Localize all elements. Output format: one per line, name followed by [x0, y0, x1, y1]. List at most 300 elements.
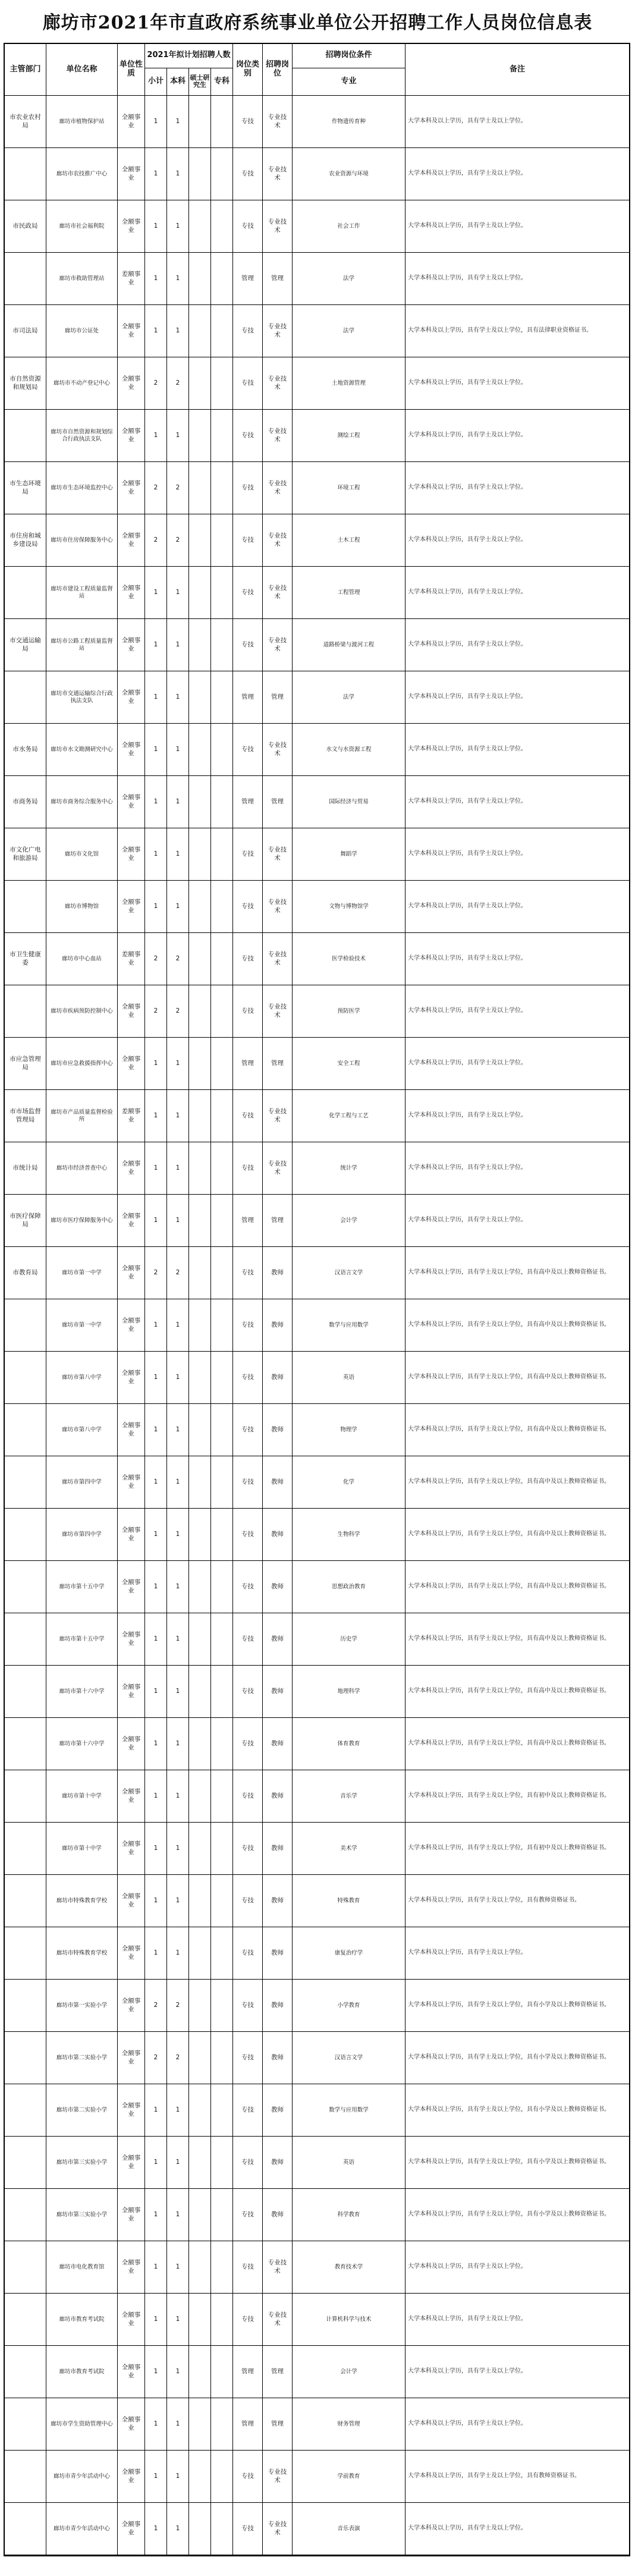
cell-remark: 大学本科及以上学历，具有学士及以上学位，具有初中及以上教师资格证书。 — [405, 1770, 629, 1823]
cell-level: 专业技术 — [263, 2503, 293, 2555]
cell-total: 1 — [145, 724, 167, 776]
cell-major: 计算机科学与技术 — [293, 2294, 405, 2346]
cell-degree: 2 — [167, 462, 189, 514]
cell-college — [211, 619, 233, 671]
cell-degree: 1 — [167, 1770, 189, 1823]
cell-total: 2 — [145, 357, 167, 410]
cell-master — [189, 2084, 211, 2137]
table-row — [5, 1299, 629, 1352]
cell-level: 管理 — [263, 253, 293, 305]
cell-unit: 廊坊市经济普查中心 — [46, 1142, 118, 1195]
cell-major: 生物科学 — [293, 1509, 405, 1561]
cell-level: 教师 — [263, 1875, 293, 1927]
cell-nature: 全额事业 — [118, 357, 145, 410]
cell-remark: 大学本科及以上学历，具有学士及以上学位，具有小学及以上教师资格证书。 — [405, 2084, 629, 2137]
table-row — [5, 671, 629, 724]
cell-unit: 廊坊市第十五中学 — [46, 1561, 118, 1613]
cell-major: 会计学 — [293, 1195, 405, 1247]
page-title: 廊坊市2021年市直政府系统事业单位公开招聘工作人员岗位信息表 — [42, 12, 593, 33]
cell-remark: 大学本科及以上学历，具有学士及以上学位。 — [405, 1927, 629, 1980]
header-remark: 备注 — [509, 64, 525, 74]
table-row — [5, 828, 629, 881]
header-major: 专业 — [341, 76, 357, 86]
cell-unit: 廊坊市第三实验小学 — [46, 2137, 118, 2189]
cell-level: 专业技术 — [263, 985, 293, 1038]
table-row — [5, 724, 629, 776]
cell-total: 1 — [145, 1142, 167, 1195]
cell-degree: 1 — [167, 96, 189, 148]
cell-degree: 2 — [167, 1247, 189, 1299]
cell-nature: 全额事业 — [118, 200, 145, 253]
cell-total: 1 — [145, 1090, 167, 1142]
cell-nature: 差额事业 — [118, 1090, 145, 1142]
cell-master — [189, 1927, 211, 1980]
cell-degree: 1 — [167, 881, 189, 933]
cell-nature: 全额事业 — [118, 462, 145, 514]
table-row — [5, 1823, 629, 1875]
cell-remark: 大学本科及以上学历，具有学士及以上学位，具有高中及以上教师资格证书。 — [405, 1299, 629, 1352]
cell-remark: 大学本科及以上学历，具有学士及以上学位。 — [405, 985, 629, 1038]
cell-unit: 廊坊市生态环境监控中心 — [46, 462, 118, 514]
cell-unit: 廊坊市学生资助管理中心 — [46, 2398, 118, 2451]
cell-degree: 1 — [167, 1875, 189, 1927]
cell-total: 1 — [145, 619, 167, 671]
header-req-title: 招聘岗位条件 — [293, 44, 405, 68]
cell-major: 国际经济与贸易 — [293, 776, 405, 828]
cell-major: 英语 — [293, 2137, 405, 2189]
cell-unit: 廊坊市教育考试院 — [46, 2294, 118, 2346]
cell-dept — [5, 148, 46, 200]
cell-master — [189, 1561, 211, 1613]
cell-nature: 全额事业 — [118, 1718, 145, 1770]
table-row — [5, 1770, 629, 1823]
table-row — [5, 2032, 629, 2084]
cell-college — [211, 514, 233, 567]
cell-degree: 1 — [167, 567, 189, 619]
cell-level: 教师 — [263, 2137, 293, 2189]
table-row — [5, 1718, 629, 1770]
cell-nature: 全额事业 — [118, 1299, 145, 1352]
cell-degree: 1 — [167, 2398, 189, 2451]
cell-remark: 大学本科及以上学历，具有学士及以上学位。 — [405, 462, 629, 514]
cell-type: 管理 — [233, 671, 263, 724]
cell-major: 美术学 — [293, 1823, 405, 1875]
table-row — [5, 1927, 629, 1980]
cell-dept: 市交通运输局 — [5, 619, 46, 671]
cell-nature: 全额事业 — [118, 1404, 145, 1456]
cell-major: 科学教育 — [293, 2189, 405, 2241]
cell-remark: 大学本科及以上学历，具有学士及以上学位，具有高中及以上教师资格证书。 — [405, 1352, 629, 1404]
cell-level: 专业技术 — [263, 724, 293, 776]
cell-type: 专技 — [233, 1090, 263, 1142]
cell-total: 1 — [145, 1613, 167, 1666]
cell-college — [211, 1718, 233, 1770]
table-row — [5, 933, 629, 985]
cell-degree: 1 — [167, 2294, 189, 2346]
cell-remark: 大学本科及以上学历，具有学士及以上学位，具有高中及以上教师资格证书。 — [405, 1666, 629, 1718]
cell-nature: 全额事业 — [118, 410, 145, 462]
cell-college — [211, 1509, 233, 1561]
cell-major: 化学工程与工艺 — [293, 1090, 405, 1142]
cell-total: 1 — [145, 881, 167, 933]
cell-unit: 廊坊市植物保护站 — [46, 96, 118, 148]
cell-nature: 全额事业 — [118, 1142, 145, 1195]
cell-total: 1 — [145, 828, 167, 881]
cell-nature: 全额事业 — [118, 1195, 145, 1247]
cell-total: 1 — [145, 1299, 167, 1352]
table-row — [5, 2084, 629, 2137]
cell-degree: 1 — [167, 148, 189, 200]
cell-remark: 大学本科及以上学历，具有学士及以上学位，具有高中及以上教师资格证书。 — [405, 1247, 629, 1299]
table-row — [5, 1247, 629, 1299]
cell-type: 专技 — [233, 1299, 263, 1352]
cell-total: 1 — [145, 200, 167, 253]
cell-college — [211, 1352, 233, 1404]
cell-type: 专技 — [233, 567, 263, 619]
table-row — [5, 200, 629, 253]
cell-unit: 廊坊市产品质量监督检验所 — [46, 1090, 118, 1142]
cell-degree: 1 — [167, 1823, 189, 1875]
cell-type: 管理 — [233, 1038, 263, 1090]
cell-level: 专业技术 — [263, 514, 293, 567]
table-row — [5, 96, 629, 148]
cell-type: 专技 — [233, 2084, 263, 2137]
table-row — [5, 1980, 629, 2032]
cell-unit: 廊坊市中心血站 — [46, 933, 118, 985]
cell-total: 1 — [145, 2398, 167, 2451]
cell-college — [211, 1299, 233, 1352]
cell-remark: 大学本科及以上学历，具有学士及以上学位，具有高中及以上教师资格证书。 — [405, 1561, 629, 1613]
table-row — [5, 776, 629, 828]
cell-college — [211, 462, 233, 514]
cell-degree: 2 — [167, 985, 189, 1038]
cell-remark: 大学本科及以上学历，具有学士及以上学位，具有小学及以上教师资格证书。 — [405, 2189, 629, 2241]
cell-total: 1 — [145, 2346, 167, 2398]
cell-degree: 1 — [167, 671, 189, 724]
cell-total: 1 — [145, 1195, 167, 1247]
table-row — [5, 2241, 629, 2294]
cell-college — [211, 881, 233, 933]
cell-unit: 廊坊市公路工程质量监督站 — [46, 619, 118, 671]
table-row — [5, 1038, 629, 1090]
cell-nature: 全额事业 — [118, 1875, 145, 1927]
table-row — [5, 2294, 629, 2346]
cell-college — [211, 96, 233, 148]
cell-type: 专技 — [233, 148, 263, 200]
table-row — [5, 619, 629, 671]
cell-type: 专技 — [233, 1352, 263, 1404]
cell-level: 教师 — [263, 1247, 293, 1299]
cell-major: 小学教育 — [293, 1980, 405, 2032]
cell-dept: 市统计局 — [5, 1142, 46, 1195]
cell-remark: 大学本科及以上学历，具有学士及以上学位，具有教师资格证书。 — [405, 1875, 629, 1927]
cell-college — [211, 2084, 233, 2137]
cell-remark: 大学本科及以上学历，具有学士及以上学位。 — [405, 514, 629, 567]
cell-degree: 1 — [167, 828, 189, 881]
cell-remark: 大学本科及以上学历，具有学士及以上学位。 — [405, 357, 629, 410]
cell-level: 专业技术 — [263, 828, 293, 881]
cell-master — [189, 776, 211, 828]
cell-type: 专技 — [233, 1142, 263, 1195]
cell-total: 1 — [145, 1770, 167, 1823]
cell-college — [211, 1613, 233, 1666]
cell-nature: 全额事业 — [118, 1352, 145, 1404]
cell-nature: 全额事业 — [118, 96, 145, 148]
cell-degree: 1 — [167, 2451, 189, 2503]
cell-college — [211, 305, 233, 357]
cell-college — [211, 2137, 233, 2189]
cell-total: 1 — [145, 1456, 167, 1509]
table-row — [5, 2346, 629, 2398]
header-type: 岗位类别 — [233, 44, 263, 95]
table-row — [5, 1666, 629, 1718]
cell-master — [189, 200, 211, 253]
cell-level: 专业技术 — [263, 305, 293, 357]
cell-dept: 市司法局 — [5, 305, 46, 357]
cell-master — [189, 1090, 211, 1142]
cell-major: 文物与博物馆学 — [293, 881, 405, 933]
cell-master — [189, 619, 211, 671]
cell-nature: 全额事业 — [118, 2451, 145, 2503]
cell-master — [189, 1404, 211, 1456]
cell-master — [189, 1195, 211, 1247]
cell-master — [189, 2503, 211, 2555]
cell-major: 数学与应用数学 — [293, 2084, 405, 2137]
cell-dept — [5, 1352, 46, 1404]
cell-dept: 市市场监督管理局 — [5, 1090, 46, 1142]
cell-remark: 大学本科及以上学历，具有学士及以上学位，具有初中及以上教师资格证书。 — [405, 1823, 629, 1875]
cell-college — [211, 1247, 233, 1299]
cell-nature: 全额事业 — [118, 2398, 145, 2451]
cell-degree: 1 — [167, 2503, 189, 2555]
cell-unit: 廊坊市自然资源和规划综合行政执法支队 — [46, 410, 118, 462]
cell-level: 专业技术 — [263, 2294, 293, 2346]
cell-college — [211, 2189, 233, 2241]
cell-total: 1 — [145, 671, 167, 724]
header-level: 招聘岗位 — [263, 44, 293, 95]
cell-dept — [5, 2189, 46, 2241]
cell-unit: 廊坊市第一中学 — [46, 1299, 118, 1352]
cell-major: 学前教育 — [293, 2451, 405, 2503]
cell-type: 专技 — [233, 985, 263, 1038]
cell-degree: 1 — [167, 1718, 189, 1770]
cell-type: 专技 — [233, 2032, 263, 2084]
cell-remark: 大学本科及以上学历，具有学士及以上学位。 — [405, 2398, 629, 2451]
cell-dept: 市农业农村局 — [5, 96, 46, 148]
cell-level: 教师 — [263, 2032, 293, 2084]
cell-dept — [5, 2032, 46, 2084]
cell-remark: 大学本科及以上学历，具有学士及以上学位。 — [405, 881, 629, 933]
cell-level: 教师 — [263, 1980, 293, 2032]
cell-level: 专业技术 — [263, 619, 293, 671]
cell-type: 专技 — [233, 1927, 263, 1980]
cell-degree: 1 — [167, 1195, 189, 1247]
cell-total: 2 — [145, 933, 167, 985]
cell-major: 舞蹈学 — [293, 828, 405, 881]
cell-total: 1 — [145, 1352, 167, 1404]
cell-dept — [5, 1404, 46, 1456]
cell-total: 1 — [145, 305, 167, 357]
cell-college — [211, 2346, 233, 2398]
cell-master — [189, 1456, 211, 1509]
cell-major: 工程管理 — [293, 567, 405, 619]
cell-type: 专技 — [233, 2294, 263, 2346]
cell-remark: 大学本科及以上学历，具有学士及以上学位。 — [405, 2241, 629, 2294]
cell-total: 1 — [145, 410, 167, 462]
cell-remark: 大学本科及以上学历，具有学士及以上学位，具有小学及以上教师资格证书。 — [405, 2137, 629, 2189]
cell-major: 农业资源与环境 — [293, 148, 405, 200]
cell-nature: 全额事业 — [118, 2137, 145, 2189]
cell-level: 教师 — [263, 1666, 293, 1718]
cell-major: 土木工程 — [293, 514, 405, 567]
cell-total: 1 — [145, 1927, 167, 1980]
cell-degree: 2 — [167, 2032, 189, 2084]
cell-major: 预防医学 — [293, 985, 405, 1038]
table-row — [5, 1195, 629, 1247]
cell-dept — [5, 1823, 46, 1875]
cell-degree: 1 — [167, 1404, 189, 1456]
cell-unit: 廊坊市农技推广中心 — [46, 148, 118, 200]
cell-college — [211, 2398, 233, 2451]
cell-master — [189, 1247, 211, 1299]
cell-nature: 全额事业 — [118, 619, 145, 671]
cell-level: 教师 — [263, 1352, 293, 1404]
cell-unit: 廊坊市博物馆 — [46, 881, 118, 933]
cell-master — [189, 671, 211, 724]
cell-major: 特殊教育 — [293, 1875, 405, 1927]
cell-total: 1 — [145, 2451, 167, 2503]
cell-college — [211, 1875, 233, 1927]
cell-degree: 1 — [167, 2241, 189, 2294]
cell-level: 教师 — [263, 1509, 293, 1561]
cell-nature: 差额事业 — [118, 933, 145, 985]
cell-dept — [5, 1770, 46, 1823]
cell-master — [189, 933, 211, 985]
header-req — [293, 44, 405, 95]
cell-unit: 廊坊市文化馆 — [46, 828, 118, 881]
table-row — [5, 1352, 629, 1404]
cell-type: 专技 — [233, 514, 263, 567]
cell-type: 专技 — [233, 200, 263, 253]
cell-total: 1 — [145, 2084, 167, 2137]
cell-dept — [5, 1613, 46, 1666]
cell-master — [189, 410, 211, 462]
cell-master — [189, 357, 211, 410]
cell-master — [189, 1509, 211, 1561]
cell-type: 专技 — [233, 96, 263, 148]
cell-major: 财务管理 — [293, 2398, 405, 2451]
table-row — [5, 2189, 629, 2241]
cell-level: 专业技术 — [263, 2241, 293, 2294]
cell-master — [189, 985, 211, 1038]
cell-type: 专技 — [233, 724, 263, 776]
cell-nature: 全额事业 — [118, 567, 145, 619]
cell-total: 1 — [145, 1509, 167, 1561]
cell-unit: 廊坊市第四中学 — [46, 1456, 118, 1509]
cell-type: 专技 — [233, 1823, 263, 1875]
cell-dept — [5, 671, 46, 724]
cell-dept — [5, 567, 46, 619]
cell-degree: 1 — [167, 1666, 189, 1718]
cell-college — [211, 2241, 233, 2294]
cell-total: 1 — [145, 1875, 167, 1927]
cell-total: 1 — [145, 1718, 167, 1770]
cell-degree: 2 — [167, 1980, 189, 2032]
cell-degree: 1 — [167, 1927, 189, 1980]
cell-type: 专技 — [233, 357, 263, 410]
cell-type: 专技 — [233, 2241, 263, 2294]
cell-total: 1 — [145, 1038, 167, 1090]
cell-nature: 全额事业 — [118, 1038, 145, 1090]
cell-college — [211, 1404, 233, 1456]
cell-dept — [5, 410, 46, 462]
cell-college — [211, 2503, 233, 2555]
cell-master — [189, 253, 211, 305]
cell-remark: 大学本科及以上学历，具有学士及以上学位。 — [405, 828, 629, 881]
cell-dept: 市医疗保障局 — [5, 1195, 46, 1247]
cell-level: 专业技术 — [263, 1090, 293, 1142]
cell-unit: 廊坊市第十中学 — [46, 1770, 118, 1823]
cell-degree: 1 — [167, 1038, 189, 1090]
cell-master — [189, 2137, 211, 2189]
cell-unit: 廊坊市第十五中学 — [46, 1613, 118, 1666]
cell-major: 土地资源管理 — [293, 357, 405, 410]
cell-degree: 1 — [167, 1509, 189, 1561]
cell-level: 管理 — [263, 1195, 293, 1247]
cell-dept: 市应急管理局 — [5, 1038, 46, 1090]
cell-degree: 1 — [167, 305, 189, 357]
table-row — [5, 567, 629, 619]
cell-nature: 全额事业 — [118, 1613, 145, 1666]
cell-college — [211, 776, 233, 828]
table-row — [5, 2503, 629, 2555]
table-row — [5, 2398, 629, 2451]
cell-remark: 大学本科及以上学历，具有学士及以上学位。 — [405, 724, 629, 776]
table-row — [5, 462, 629, 514]
cell-dept — [5, 1927, 46, 1980]
header-plan — [145, 44, 233, 95]
cell-level: 教师 — [263, 2084, 293, 2137]
cell-total: 2 — [145, 2032, 167, 2084]
cell-dept — [5, 1980, 46, 2032]
cell-degree: 1 — [167, 724, 189, 776]
cell-type: 专技 — [233, 305, 263, 357]
header-degree: 本科 — [167, 68, 189, 95]
cell-type: 专技 — [233, 1613, 263, 1666]
cell-level: 教师 — [263, 1456, 293, 1509]
cell-degree: 2 — [167, 514, 189, 567]
cell-total: 1 — [145, 776, 167, 828]
cell-nature: 差额事业 — [118, 253, 145, 305]
cell-type: 专技 — [233, 1456, 263, 1509]
cell-unit: 廊坊市公证处 — [46, 305, 118, 357]
cell-major: 体育教育 — [293, 1718, 405, 1770]
cell-total: 2 — [145, 985, 167, 1038]
cell-total: 1 — [145, 253, 167, 305]
cell-type: 管理 — [233, 2398, 263, 2451]
cell-master — [189, 2032, 211, 2084]
cell-dept: 市文化广电和旅游局 — [5, 828, 46, 881]
cell-remark: 大学本科及以上学历，具有学士及以上学位，具有法律职业资格证书。 — [405, 305, 629, 357]
cell-college — [211, 1666, 233, 1718]
cell-unit: 廊坊市不动产登记中心 — [46, 357, 118, 410]
cell-degree: 1 — [167, 1299, 189, 1352]
cell-level: 专业技术 — [263, 200, 293, 253]
cell-type: 管理 — [233, 253, 263, 305]
header-college: 专科 — [213, 76, 230, 86]
cell-remark: 大学本科及以上学历，具有学士及以上学位。 — [405, 1142, 629, 1195]
cell-type: 专技 — [233, 619, 263, 671]
